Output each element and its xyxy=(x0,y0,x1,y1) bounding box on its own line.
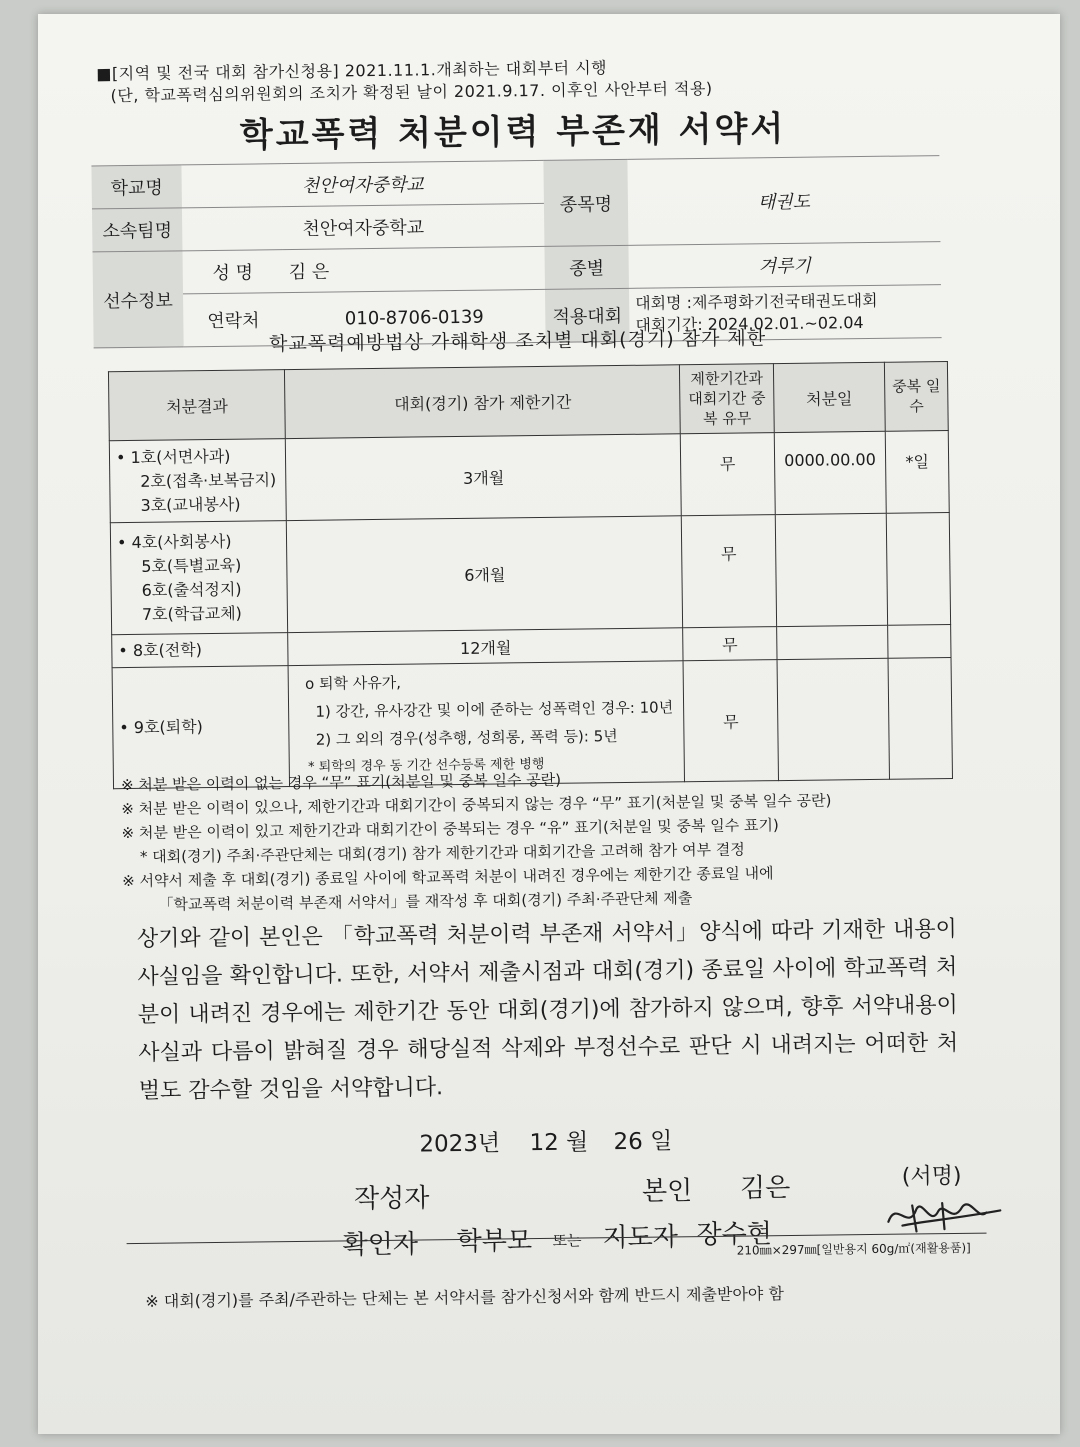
contact-value: 010-8706-0139 xyxy=(283,289,546,345)
row4-days xyxy=(888,657,952,779)
section-title: 학교폭력예방법상 가해학생 조치별 대회(경기) 참가 제한 xyxy=(268,327,767,356)
self-label: 본인 xyxy=(641,1176,693,1207)
code-item: • 4호(사회봉사) xyxy=(116,531,232,552)
row1-overlap: 무 xyxy=(681,433,775,516)
date-year: 2023년 xyxy=(419,1130,501,1158)
name-label: 성 명 xyxy=(182,250,283,294)
row3-days xyxy=(888,624,951,658)
pledge-paragraph: 상기와 같이 본인은 「학교폭력 처분이력 부존재 서약서」양식에 따라 기재한 내용이 사실임을 확인합니다. 또한, 서약서 제출시점과 대회(경기) 종료일 사이에 학교폭력 처분이 내려진 경우에는 제한기간 동안 대회(경기)에 참가하지 않으며, 향후 서약내용이 사실과 다름이 밝혀질 경우 해당실적 삭제와 부정선수로 판단 시 내려지는 어떠한 처벌도 감수할 것임을 서약합니다. xyxy=(136,916,959,1104)
note-line: * 대회(경기) 주최·주관단체는 대회(경기) 참가 제한기간과 대회기간을 고려해 참가 여부 결정 xyxy=(139,840,745,866)
reason-line: 1) 강간, 유사강간 및 이에 준하는 성폭력인 경우: 10년 xyxy=(315,698,674,721)
competition-name: 대회명 :제주평화기전국태권도대회 xyxy=(635,290,878,313)
confirmer-label: 확인자 xyxy=(342,1229,419,1261)
code-item: 6호(출석정지) xyxy=(141,579,242,600)
header-days: 중복 일수 xyxy=(885,361,949,431)
row4-date xyxy=(777,658,890,780)
header-period: 대회(경기) 참가 제한기간 xyxy=(285,365,681,439)
event-value: 태권도 xyxy=(627,156,940,246)
event-label: 종목명 xyxy=(543,159,628,246)
row2-codes xyxy=(110,521,288,635)
code-item: • 8호(전학) xyxy=(118,640,203,661)
document-title: 학교폭력 처분이력 부존재 서약서 xyxy=(239,108,787,156)
school-value: 천안여자중학교 xyxy=(181,160,543,207)
row3-overlap: 무 xyxy=(683,627,777,661)
coach-label: 지도자 xyxy=(602,1222,679,1254)
note-line: ※ 처분 받은 이력이 있고 제한기간과 대회기간이 중복되는 경우 “유” 표기(처분일 및 중복 일수 표기) xyxy=(121,816,779,843)
footer-note: ※ 대회(경기)를 주최/주관하는 단체는 본 서약서를 참가신청서와 함께 반드시 제출받아야 함 xyxy=(145,1284,784,1311)
code-item: • 1호(서면사과) xyxy=(115,446,231,467)
applied-competition-label: 적용대회 xyxy=(545,288,630,342)
row2-overlap: 무 xyxy=(682,515,777,628)
row2-period: 6개월 xyxy=(287,516,684,633)
name-value: 김 은 xyxy=(282,246,545,292)
writer-label: 작성자 xyxy=(353,1183,430,1215)
note-line: ※ 처분 받은 이력이 있으나, 제한기간과 대회기간이 중복되지 않는 경우 “무” 표기(처분일 및 중복 일수 공란) xyxy=(121,791,832,819)
row1-period: 3개월 xyxy=(286,434,682,521)
row3-date xyxy=(776,625,888,659)
note-line: ※ 처분 받은 이력이 없는 경우 “무” 표기(처분일 및 중복 일수 공란) xyxy=(120,770,562,795)
reason-line: 2) 그 외의 경우(성추행, 성희롱, 폭력 등): 5년 xyxy=(315,727,618,749)
row3-codes xyxy=(112,633,289,668)
signing-date xyxy=(419,1122,672,1158)
paper-spec: 210㎜×297㎜[일반용지 60g/㎡(재활용품)] xyxy=(736,1240,971,1258)
code-item: 2호(접촉·보복금지) xyxy=(140,469,277,491)
code-item: 5호(특별교육) xyxy=(141,555,242,576)
header-date: 처분일 xyxy=(773,362,885,432)
row1-date: 0000.00.00 xyxy=(774,431,886,514)
date-month: 12 월 xyxy=(529,1129,589,1157)
row1-days: *일 xyxy=(885,430,949,513)
date-day: 26 일 xyxy=(613,1128,673,1156)
row4-codes xyxy=(112,666,290,789)
competition-period: 대회기간: 2024.02.01.~02.04 xyxy=(635,313,864,335)
team-label: 소속팀명 xyxy=(92,208,183,252)
or-label: 또는 xyxy=(552,1231,582,1250)
sign-mark: (서명) xyxy=(901,1163,962,1190)
restriction-table xyxy=(108,361,953,789)
row2-days xyxy=(886,512,950,625)
category-label: 종별 xyxy=(544,245,629,289)
row3-period: 12개월 xyxy=(288,628,684,666)
row2-date xyxy=(775,513,888,626)
header-line-1: ■[지역 및 전국 대회 참가신청용] 2021.11.1.개최하는 대회부터 시행 xyxy=(96,58,608,84)
parent-label: 학부모 xyxy=(456,1226,533,1258)
applicant-info-table xyxy=(91,155,941,348)
player-info-label: 선수정보 xyxy=(92,251,183,348)
note-line: ※ 서약서 제출 후 대회(경기) 종료일 사이에 학교폭력 처분이 내려진 경우에는 제한기간 종료일 내에 xyxy=(122,864,774,891)
contact-label: 연락처 xyxy=(183,293,284,347)
header-line-2: (단, 학교폭력심의위원회의 조치가 확정된 날이 2021.9.17. 이후인 사안부터 적용) xyxy=(110,78,713,106)
table-row xyxy=(110,512,950,634)
header-result: 처분결과 xyxy=(108,370,285,441)
row4-overlap: 무 xyxy=(683,660,778,782)
notes-block xyxy=(121,763,983,917)
code-item: 3호(교내봉사) xyxy=(140,494,241,515)
self-name: 김은 xyxy=(739,1172,791,1204)
coach-name: 장수현 xyxy=(696,1219,773,1251)
team-value: 천안여자중학교 xyxy=(182,203,544,250)
code-item: 7호(학급교체) xyxy=(141,603,242,624)
reason-line: * 퇴학의 경우 동 기간 선수등록 제한 병행 xyxy=(308,756,545,775)
school-label: 학교명 xyxy=(91,165,182,209)
note-line: 「학교폭력 처분이력 부존재 서약서」를 재작성 후 대회(경기) 주최·주관단체 제출 xyxy=(158,889,693,914)
table-row xyxy=(109,430,949,522)
restriction-header-row xyxy=(108,361,948,440)
code-item: • 9호(퇴학) xyxy=(119,717,203,738)
row1-codes xyxy=(109,439,286,523)
header-overlap: 제한기간과 대회기간 중복 유무 xyxy=(680,364,774,434)
reason-line: o 퇴학 사유가, xyxy=(304,673,402,693)
category-value: 겨루기 xyxy=(628,242,941,289)
